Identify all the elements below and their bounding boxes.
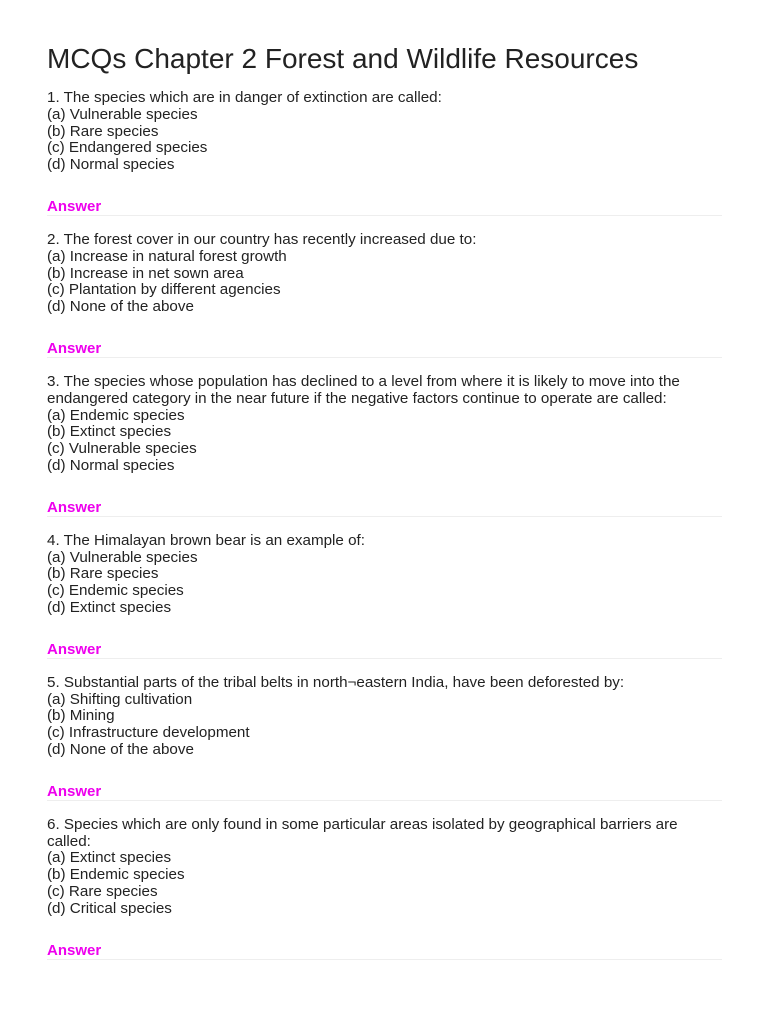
question-2 [47,232,722,358]
answer-row [47,340,722,358]
question-list [47,90,722,960]
option-b: (b) Extinct species [47,423,172,441]
option-d: (d) Normal species [47,456,175,474]
question-3 [47,374,722,517]
question-text: 1. The species which are in danger of extinction are called: [47,89,442,106]
option-b: (b) Rare species [47,565,159,583]
question-6 [47,817,722,960]
option-b: (b) Endemic species [47,866,185,884]
answer-toggle-link[interactable]: Answer [47,498,102,516]
answer-row [47,499,722,517]
option-c: (c) Endemic species [47,582,184,600]
question-5 [47,675,722,801]
answer-toggle-link[interactable]: Answer [47,197,102,215]
question-4 [47,533,722,659]
question-text: 3. The species whose population has declined to a level from where it is likely to move into the endangered category in the near future if the negative factors continue to operate are called: [47,372,680,407]
answer-toggle-link[interactable]: Answer [47,640,102,658]
answer-row [47,641,722,659]
question-text: 6. Species which are only found in some particular areas isolated by geographical barriers are called: [47,815,678,850]
answer-toggle-link[interactable]: Answer [47,782,102,800]
option-c: (c) Rare species [47,882,158,900]
option-b: (b) Rare species [47,122,159,140]
answer-toggle-link[interactable]: Answer [47,941,102,959]
option-d: (d) Normal species [47,156,175,174]
option-c: (c) Infrastructure development [47,724,250,742]
option-b: (b) Increase in net sown area [47,264,244,282]
answer-toggle-link[interactable]: Answer [47,339,102,357]
option-d: (d) None of the above [47,298,194,316]
option-a: (a) Increase in natural forest growth [47,247,287,265]
option-d: (d) Extinct species [47,598,172,616]
option-c: (c) Plantation by different agencies [47,281,281,299]
option-a: (a) Endemic species [47,406,185,424]
option-a: (a) Vulnerable species [47,548,198,566]
question-text: 4. The Himalayan brown bear is an example of: [47,531,365,549]
option-a: (a) Shifting cultivation [47,690,193,708]
answer-row [47,783,722,801]
question-1 [47,90,722,216]
question-text: 5. Substantial parts of the tribal belts in north¬eastern India, have been deforested by: [47,673,625,691]
answer-row [47,942,722,960]
document-page [47,40,722,960]
answer-row [47,198,722,216]
option-a: (a) Extinct species [47,849,172,867]
question-text: 2. The forest cover in our country has recently increased due to: [47,230,477,248]
page-title: MCQs Chapter 2 Forest and Wildlife Resources [47,43,639,74]
option-c: (c) Endangered species [47,139,208,157]
option-c: (c) Vulnerable species [47,440,197,458]
option-d: (d) Critical species [47,899,172,917]
option-d: (d) None of the above [47,740,194,758]
option-a: (a) Vulnerable species [47,105,198,123]
option-b: (b) Mining [47,707,115,725]
